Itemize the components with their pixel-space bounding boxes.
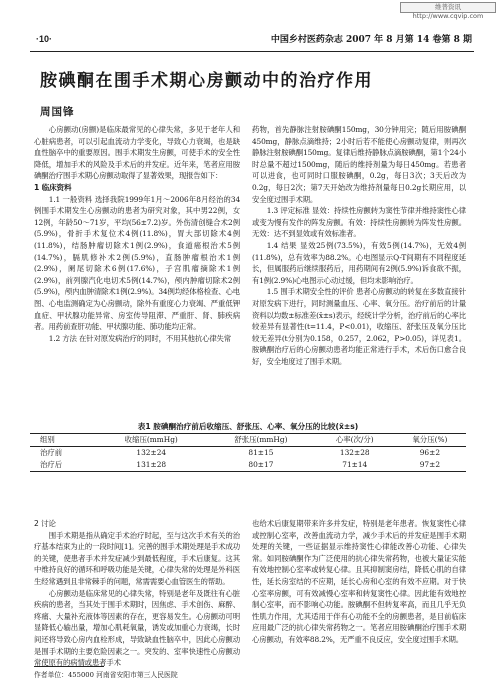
table-cell: 治疗前 (40, 448, 63, 457)
table-cell: 80±17 (248, 460, 274, 469)
left-column-upper (34, 124, 240, 416)
discussion-paragraph-3: 也给术后康复期带来许多并发症，特别是老年患者。恢复窦性心律或控制心室率，改善血流动力学，减少手术后的并发症是围手术期处理的关键，一些证据显示维持窦性心律能改善心功能、心律失常。如同胺碘酮作为广泛使用的抗心律失常药物，也被大量证实能有效地控制心室率或转复心律。且其抑制窦房结，降低心肌的自律性，延长房室结的不应期，延长心房和心室的有效不应期。对于快心室率房颤，可有效减慢心室率和转复窦性心律。因此能有效地控制心室率，而不影响心功能。胺碘酮不但转复率高，而且几乎无负性肌力作用，尤其适用于伴有心功能不全的房颤患者，是目前临床应用最广泛的抗心律失常药物之一。笔者应用胺碘酮治疗围手术期心房颤动，有效率88.2%，无严重不良反应，安全度过围手术期。 (252, 519, 466, 644)
table-header-cell: 收缩压(mmHg) (124, 435, 178, 445)
article-author: 周国锋 (40, 106, 75, 118)
table-row (30, 446, 466, 459)
table-header-row (30, 434, 466, 447)
results-table (30, 420, 466, 472)
table-header-cell: 组别 (40, 435, 55, 445)
table-header-cell: 心率(次/分) (335, 435, 374, 445)
intro-paragraph: 心房颤动(房颤)是临床最常见的心律失常，多见于老年人和心脏病患者，可以引起血流动力学变化，导致心力衰竭，也是缺血性脑卒中的重要原因。围手术期发生房颤，可使手术的安全性降低，增加手术的风险及手术后的并发症。近年来，笔者应用胺碘酮治疗围手术期心房颤动取得了显著效果，现报告如下： (34, 125, 240, 181)
discussion-paragraph-2: 心房颤动是临床常见的心律失常，特别是老年及既往有心脏疾病的患者，当其处于围手术期时，因焦虑、手术创伤、麻醉、疼痛、大量补充液体等因素的存在，更容易发生。心房颤动可明显降低心输出量，增加心肌耗氧量，诱发或加重心力衰竭，长时间还将导致心房内血栓形成，导致缺血性脑卒中，因此心房颤动是围手术期的主要危险因素之一。突发的、室率快速性心房颤动常使原有的病情或患者手术 (34, 588, 240, 668)
discussion-paragraph-1: 围手术期是指从确定手术治疗时起，至与这次手术有关的治疗基本结束为止的一段时间[1]。完善的围手术期处理是手术成功的关键，使患者手术并发症减少到最低程度，手术后康复。这其中维持良好的循环和呼吸功能是关键，心律失常的处理是外科医生经常遇到且非常棘手的问题，常需需要心血管医生的帮助。 (34, 530, 240, 586)
section-heading-discussion: 2 讨论 (34, 519, 56, 528)
left-column-lower (34, 518, 240, 666)
watermark: 维普资讯 http://www.cqvip.com (400, 2, 496, 13)
right-column-upper (252, 124, 466, 416)
methods-paragraph: 1.2 方法 在针对原发病治疗的同时，不用其他抗心律失常 (48, 333, 232, 343)
table-cell: 81±15 (248, 448, 274, 457)
criteria-paragraph: 1.3 评定标准 显效：持续性房颤转为窦性节律并维持窦性心律或变为慢有发作的阵发房颤。有效：持续性房颤转为阵发性房颤。无效：达不到显效或有效标准者。 (252, 206, 466, 239)
table-cell: 71±14 (342, 460, 368, 469)
table-cell: 97±2 (419, 460, 441, 469)
table-header-cell: 氧分压(%) (412, 435, 448, 445)
safety-paragraph: 1.5 围手术期安全性的评价 患者心房颤动的转复在多数直接针对原发病下进行，同时测量血压、心率、氧分压。治疗前后的计量资料以均数±标准差(x̄±s)表示，经统计学分析，治疗前后的心率比较差异有显著性(t=11.4，P<0.01)，收缩压、舒张压及氧分压比较无差异(t分别为0.158，0.257，2.062，P>0.05)，详见表1。胺碘酮治疗后的心房颤动患者均能正常进行手术，术后伤口愈合良好，安全地度过了围手术期。 (252, 287, 466, 366)
right-column-lower (252, 518, 466, 682)
table-cell: 132±24 (136, 448, 167, 457)
footnote-rule (34, 666, 104, 667)
table-header-cell: 舒张压(mmHg) (234, 435, 288, 445)
data-table (30, 433, 466, 472)
table-cell: 131±28 (136, 460, 167, 469)
article-title: 胺碘酮在围手术期心房颤动中的治疗作用 (40, 71, 373, 91)
page-header (36, 32, 472, 48)
table-cell: 96±2 (419, 448, 441, 457)
table-row (30, 459, 466, 472)
page-number: ·10· (36, 34, 53, 44)
table-caption: 表1 胺碘酮治疗前后收缩压、舒张压、心率、氧分压的比较(x̄±s) (137, 422, 359, 431)
methods-continued-paragraph: 药物，首先静脉注射胺碘酮150mg，30分钟用完；随后用胺碘酮450mg，静脉点滴维持；2小时后若不能使心房颤动复律，则再次静脉注射胺碘酮150mg。复律后维持静脉点滴胺碘酮，第1个24小时总量不超过1500mg，随后的维持剂量为每日450mg。若患者可以进食，也可同时口服胺碘酮，0.2g，每日3次；3天后改为0.2g，每日2次；第7天开始改为维持剂量每日0.2g长期应用，以安全度过围手术期。 (252, 125, 466, 204)
journal-info: 中国乡村医药杂志 2007 年 8 月第 14 卷第 8 期 (270, 35, 472, 45)
table-cell: 132±28 (339, 448, 370, 457)
general-data-paragraph: 1.1 一般资料 选择我院1999年1月～2006年8月经治的34例围手术期发生心房颤动的患者为研究对象，其中男22例，女12例，年龄50～71岁，平均(56±7.2)岁。外伤清创缝合术2例(5.9%)，骨折手术复位术4例(11.8%)，胃大部切除术4例(11.8%)，结肠肿瘤切除术1例(2.9%)，食道癌根治术5例(14.7%)，膈肌修补术2例(5.9%)，直肠肿瘤根治术1例(2.9%)，阑尾切除术6例(17.6%)，子宫肌瘤摘除术1例(2.9%)，前列腺汽化电切术5例(14.7%)，颅内肿瘤切除术2例(5.9%)，颅内血肿清除术1例(2.9%)。34例均经体格检查、心电图、心电监测确定为心房颤动，除外有重度心力衰竭、严重低钾血症、甲状腺功能异常、房室传导阻滞、严重肝、肾、肺疾病者。用药前查肝功能、甲状腺功能、肺功能均正常。 (34, 194, 240, 332)
author-affiliation: 作者单位：455000 河南省安阳市第三人民医院 (34, 671, 178, 679)
results-paragraph: 1.4 结果 显效25例(73.5%)，有效5例(14.7%)，无效4例(11.8%)，总有效率为88.2%。心电图显示Q-T间期有不同程度延长，但属服药后继续服药后，用药期间有2例(5.9%)诉食欲不振，有1例(2.9%)心电图示心动过缓，但均未影响治疗。 (252, 240, 466, 285)
table-cell: 治疗后 (40, 460, 63, 469)
header-rule (30, 51, 474, 52)
section-heading-clinical-data: 1 临床资料 (34, 182, 72, 192)
